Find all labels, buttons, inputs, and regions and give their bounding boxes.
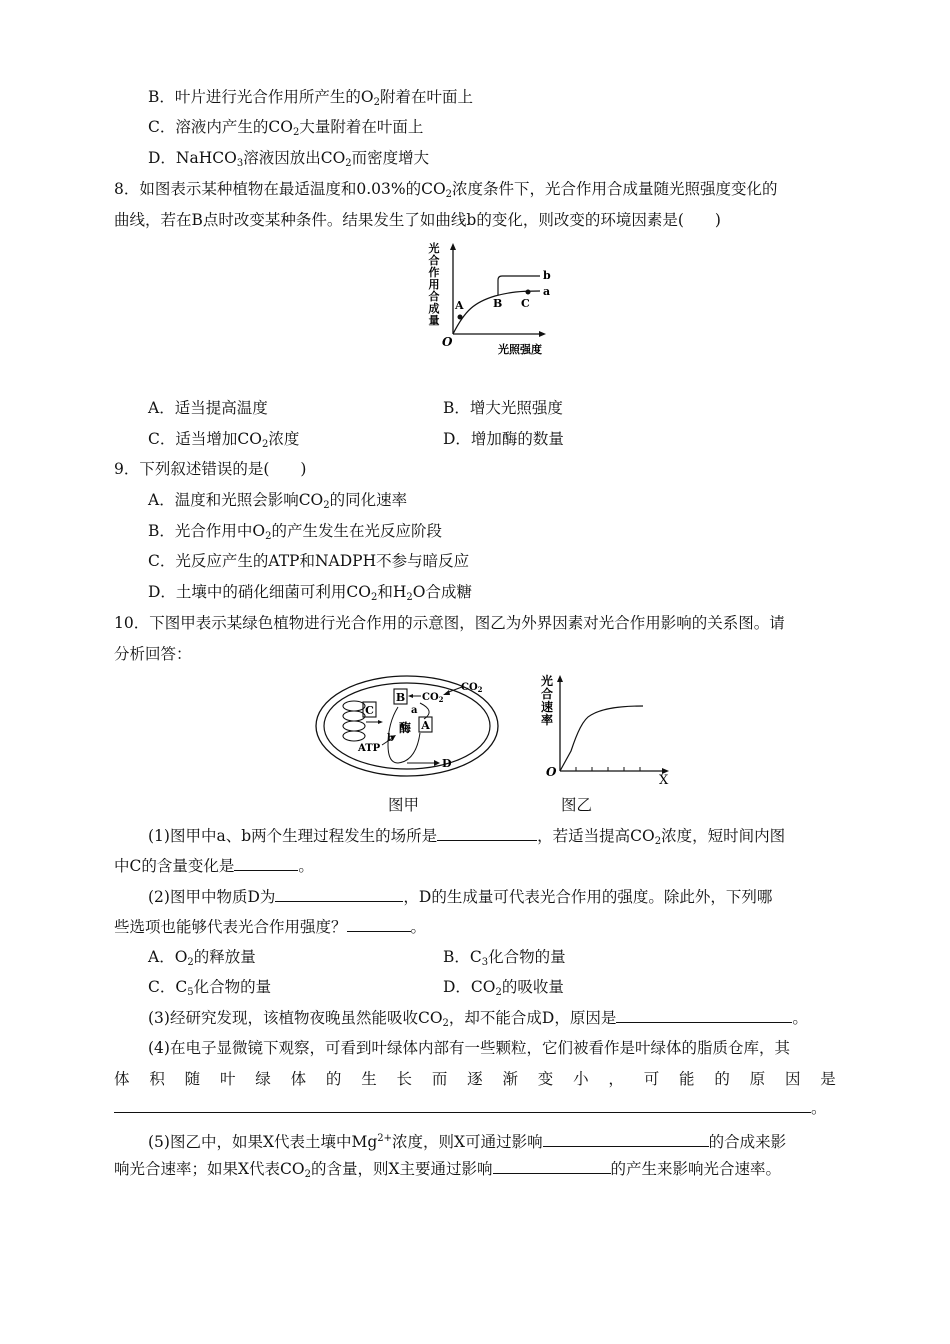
q10-part3: (3)经研究发现，该植物夜晚虽然能吸收$CO_2$，却不能合成D，原因是 。 [148, 1009, 808, 1029]
q9-option-b: B．光合作用中$O_2$的产生发生在光反应阶段 [148, 522, 442, 542]
yi-y-label-char: 速 [540, 700, 554, 714]
q8-stem-line2: 曲线，若在B点时改变某种条件。结果发生了如曲线b的变化，则改变的环境因素是( ) [114, 211, 721, 229]
yi-y-label-char: 率 [540, 713, 554, 727]
q8-y-label-char: 量 [428, 314, 440, 327]
answer-blank [616, 1007, 792, 1023]
q8-point-c-label: C [521, 297, 530, 310]
q8-y-label-char: 合 [428, 290, 440, 303]
q8-y-label-char: 作 [428, 266, 440, 279]
q8-option-d: D．增加酶的数量 [443, 430, 564, 448]
answer-blank [234, 855, 298, 871]
label-a: a [411, 705, 418, 716]
q8-y-label-char: 光 [428, 242, 440, 255]
q7-option-d: D．NaHCO$_3$溶液因放出$CO_2$而密度增大 [148, 149, 430, 169]
q10-part4-line1: (4)在电子显微镜下观察，可看到叶绿体内部有一些颗粒，它们被看作是叶绿体的脂质仓库，其 [148, 1039, 790, 1057]
q8-graph [420, 240, 570, 362]
box-a-label: A [421, 719, 430, 732]
enzyme-label: 酶 [399, 721, 412, 735]
q7-option-b: B．叶片进行光合作用所产生的$O_2$附着在叶面上 [148, 88, 473, 108]
figure-jia-caption: 图甲 [388, 796, 420, 814]
q10-stem-line2: 分析回答： [114, 645, 192, 663]
q10-stem-line1: 10．下图甲表示某绿色植物进行光合作用的示意图，图乙为外界因素对光合作用影响的关系图。请 [114, 614, 785, 632]
q8-option-c: C．适当增加$CO_2$浓度 [148, 430, 300, 450]
q10-figure-yi [535, 671, 685, 787]
q8-origin: O [442, 335, 453, 349]
q8-x-arrow [539, 331, 546, 337]
q8-stem-line1: 8．如图表示某种植物在最适温度和0.03%的$CO_2$浓度条件下，光合作用合成量随光照强度变化的 [114, 180, 778, 200]
answer-blank [114, 1097, 811, 1113]
answer-blank [493, 1158, 611, 1174]
q8-option-a: A．适当提高温度 [148, 399, 268, 417]
q10-option-c: C．$C_5$化合物的量 [148, 978, 272, 998]
yi-y-label-char: 合 [540, 687, 554, 701]
figure-yi-caption: 图乙 [561, 796, 593, 814]
q10-part4-line2: 体 积 随 叶 绿 体 的 生 长 而 逐 渐 变 小 ， 可 能 的 原 因 是 [114, 1070, 836, 1088]
q8-y-axis-label [429, 241, 440, 327]
box-c-label: C [365, 704, 374, 717]
q8-point-a-label: A [455, 299, 464, 312]
yi-y-label-char: 光 [540, 674, 554, 688]
co2-outer-label: $CO_2$ [461, 682, 483, 694]
answer-blank [347, 916, 411, 932]
yi-origin: O [546, 765, 557, 779]
q9-option-c: C．光反应产生的ATP和NADPH不参与暗反应 [148, 552, 470, 570]
q10-option-d: D．$CO_2$的吸收量 [443, 978, 564, 998]
q10-figure-jia [312, 673, 512, 781]
q10-part1-line2: 中C的含量变化是 。 [114, 857, 314, 875]
q8-option-b: B．增大光照强度 [443, 399, 563, 417]
yi-y-axis-label [541, 673, 553, 727]
q8-x-axis-label: 光照强度 [498, 343, 542, 356]
q10-part2-line1: (2)图甲中物质D为 ，D的生成量可代表光合作用的强度。除此外，下列哪 [148, 888, 773, 906]
q10-part2-line2: 些选项也能够代表光合作用强度？ 。 [114, 918, 427, 936]
q10-part4-line3: 。 [114, 1097, 827, 1119]
q8-point-c-dot [526, 290, 531, 295]
q10-option-a: A．$O_2$的释放量 [148, 948, 256, 968]
q8-y-arrow [450, 243, 456, 250]
yi-x-label: X [659, 773, 669, 787]
label-d: D [442, 757, 452, 770]
box-b-label: B [395, 691, 406, 704]
label-b: b [387, 733, 394, 744]
q10-part1-line1: (1)图甲中a、b两个生理过程发生的场所是 ，若适当提高$CO_2$浓度，短时间内图 [148, 827, 786, 847]
q10-option-b: B．$C_3$化合物的量 [443, 948, 566, 968]
answer-blank [543, 1131, 709, 1147]
q8-y-label-char: 用 [428, 278, 440, 291]
q8-y-label-char: 合 [428, 254, 440, 267]
q10-part5-line1: (5)图乙中，如果X代表土壤中$Mg^{2+}$浓度，则X可通过影响 的合成来影 [148, 1133, 787, 1151]
q9-option-a: A．温度和光照会影响$CO_2$的同化速率 [148, 491, 408, 511]
yi-curve [560, 706, 643, 771]
q8-point-a-dot [458, 315, 463, 320]
answer-blank [437, 825, 537, 841]
q10-part5-line2: 响光合速率；如果X代表$CO_2$的含量，则X主要通过影响 的产生来影响光合速率。 [114, 1160, 782, 1180]
q8-curve-b-label: b [543, 269, 551, 282]
q8-curve-a-label: a [543, 285, 551, 298]
q9-option-d: D．土壤中的硝化细菌可利用$CO_2$和$H_2O$合成糖 [148, 583, 472, 603]
atp-label: ATP [358, 743, 381, 754]
q9-stem: 9．下列叙述错误的是( ) [114, 460, 307, 478]
grana-stack [343, 701, 365, 741]
answer-blank [275, 886, 403, 902]
co2-inner-label: $CO_2$ [422, 692, 444, 704]
q7-option-c: C．溶液内产生的$CO_2$大量附着在叶面上 [148, 118, 424, 138]
q8-y-label-char: 成 [428, 302, 440, 315]
q8-point-b-label: B [493, 297, 503, 310]
